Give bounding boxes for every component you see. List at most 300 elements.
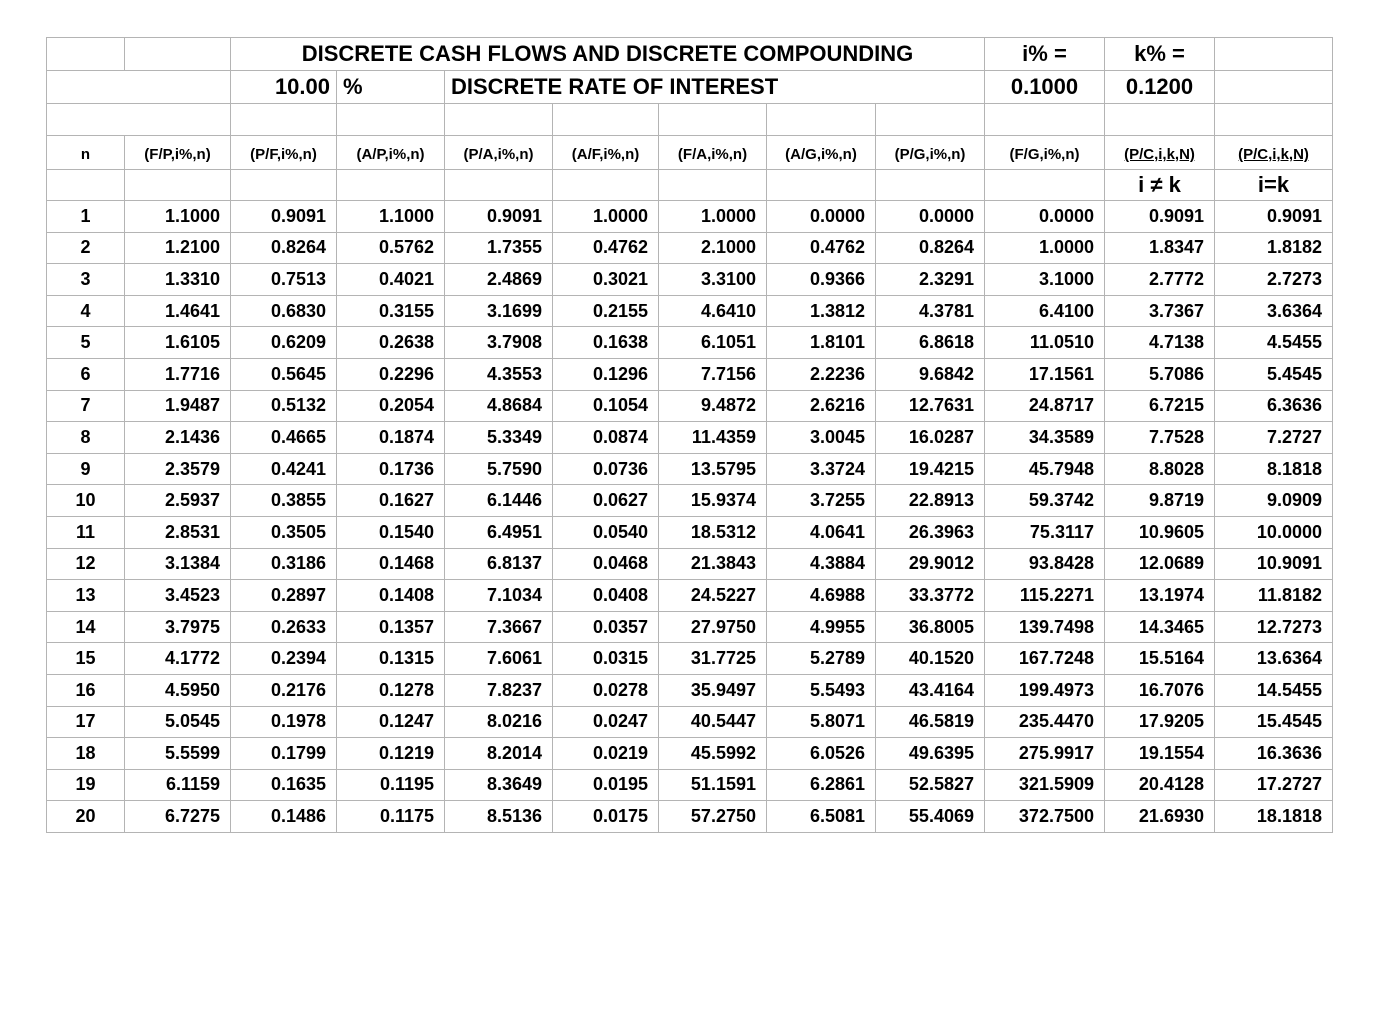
factor-cell[interactable]: 0.0175 xyxy=(553,801,659,833)
factor-cell[interactable]: 35.9497 xyxy=(659,674,767,706)
cell[interactable] xyxy=(1215,38,1333,71)
factor-cell[interactable]: 7.3667 xyxy=(445,611,553,643)
factor-cell[interactable]: 8.1818 xyxy=(1215,453,1333,485)
factor-cell[interactable]: 6.8618 xyxy=(876,327,985,359)
factor-cell[interactable]: 235.4470 xyxy=(985,706,1105,738)
factor-cell[interactable]: 0.7513 xyxy=(231,264,337,296)
factor-cell[interactable]: 27.9750 xyxy=(659,611,767,643)
factor-cell[interactable]: 3.1699 xyxy=(445,295,553,327)
factor-cell[interactable]: 115.2271 xyxy=(985,580,1105,612)
factor-cell[interactable]: 0.4762 xyxy=(553,232,659,264)
factor-cell[interactable]: 0.8264 xyxy=(876,232,985,264)
factor-cell[interactable]: 4.3553 xyxy=(445,358,553,390)
factor-cell[interactable]: 3.1000 xyxy=(985,264,1105,296)
cell[interactable] xyxy=(553,104,659,136)
factor-cell[interactable]: 10.9605 xyxy=(1105,516,1215,548)
cell[interactable] xyxy=(231,170,337,201)
period-cell[interactable]: 13 xyxy=(47,580,125,612)
period-cell[interactable]: 5 xyxy=(47,327,125,359)
factor-cell[interactable]: 3.4523 xyxy=(125,580,231,612)
factor-cell[interactable]: 5.8071 xyxy=(767,706,876,738)
factor-cell[interactable]: 29.9012 xyxy=(876,548,985,580)
factor-cell[interactable]: 1.7355 xyxy=(445,232,553,264)
factor-cell[interactable]: 2.7772 xyxy=(1105,264,1215,296)
factor-cell[interactable]: 20.4128 xyxy=(1105,769,1215,801)
factor-cell[interactable]: 3.1384 xyxy=(125,548,231,580)
factor-cell[interactable]: 0.0000 xyxy=(985,201,1105,233)
factor-cell[interactable]: 14.3465 xyxy=(1105,611,1215,643)
factor-cell[interactable]: 5.3349 xyxy=(445,422,553,454)
factor-cell[interactable]: 6.1051 xyxy=(659,327,767,359)
factor-cell[interactable]: 0.2176 xyxy=(231,674,337,706)
k-label[interactable]: k% = xyxy=(1105,38,1215,71)
table-row xyxy=(47,643,1333,675)
factor-cell[interactable]: 10.0000 xyxy=(1215,516,1333,548)
cell[interactable] xyxy=(47,104,231,136)
factor-cell[interactable]: 4.7138 xyxy=(1105,327,1215,359)
factor-cell[interactable]: 275.9917 xyxy=(985,738,1105,770)
factor-cell[interactable]: 9.4872 xyxy=(659,390,767,422)
factor-cell[interactable]: 4.5950 xyxy=(125,674,231,706)
cell[interactable] xyxy=(876,104,985,136)
factor-cell[interactable]: 1.0000 xyxy=(553,201,659,233)
factor-cell[interactable]: 24.8717 xyxy=(985,390,1105,422)
factor-cell[interactable]: 2.7273 xyxy=(1215,264,1333,296)
factor-cell[interactable]: 0.0540 xyxy=(553,516,659,548)
factor-cell[interactable]: 4.9955 xyxy=(767,611,876,643)
factor-cell[interactable]: 18.5312 xyxy=(659,516,767,548)
factor-cell[interactable]: 16.7076 xyxy=(1105,674,1215,706)
factor-cell[interactable]: 13.5795 xyxy=(659,453,767,485)
factor-cell[interactable]: 0.1638 xyxy=(553,327,659,359)
factor-cell[interactable]: 4.1772 xyxy=(125,643,231,675)
period-cell[interactable]: 20 xyxy=(47,801,125,833)
factor-cell[interactable]: 0.2155 xyxy=(553,295,659,327)
factor-cell[interactable]: 21.6930 xyxy=(1105,801,1215,833)
factor-cell[interactable]: 0.0468 xyxy=(553,548,659,580)
period-cell[interactable]: 11 xyxy=(47,516,125,548)
factor-cell[interactable]: 55.4069 xyxy=(876,801,985,833)
factor-cell[interactable]: 0.0315 xyxy=(553,643,659,675)
i-value[interactable]: 0.1000 xyxy=(985,71,1105,104)
factor-cell[interactable]: 51.1591 xyxy=(659,769,767,801)
factor-cell[interactable]: 0.1278 xyxy=(337,674,445,706)
factor-cell[interactable]: 6.1159 xyxy=(125,769,231,801)
factor-cell[interactable]: 5.2789 xyxy=(767,643,876,675)
factor-cell[interactable]: 0.2394 xyxy=(231,643,337,675)
factor-cell[interactable]: 1.8182 xyxy=(1215,232,1333,264)
table-row xyxy=(47,801,1333,833)
factor-cell[interactable]: 2.4869 xyxy=(445,264,553,296)
factor-cell[interactable]: 19.4215 xyxy=(876,453,985,485)
factor-cell[interactable]: 0.6209 xyxy=(231,327,337,359)
column-header[interactable]: (P/G,i%,n) xyxy=(876,136,985,170)
factor-cell[interactable]: 0.3855 xyxy=(231,485,337,517)
factor-cell[interactable]: 0.2897 xyxy=(231,580,337,612)
factor-cell[interactable]: 5.7590 xyxy=(445,453,553,485)
factor-cell[interactable]: 0.1978 xyxy=(231,706,337,738)
factor-cell[interactable]: 6.4100 xyxy=(985,295,1105,327)
pc-neq-subheader[interactable]: i ≠ k xyxy=(1105,170,1215,201)
factor-cell[interactable]: 0.5132 xyxy=(231,390,337,422)
factor-cell[interactable]: 16.0287 xyxy=(876,422,985,454)
factor-cell[interactable]: 0.1736 xyxy=(337,453,445,485)
data-body xyxy=(47,201,1333,833)
period-cell[interactable]: 9 xyxy=(47,453,125,485)
factor-cell[interactable]: 0.0219 xyxy=(553,738,659,770)
factor-cell[interactable]: 0.1627 xyxy=(337,485,445,517)
factor-cell[interactable]: 0.1247 xyxy=(337,706,445,738)
factor-cell[interactable]: 12.0689 xyxy=(1105,548,1215,580)
period-cell[interactable]: 14 xyxy=(47,611,125,643)
column-header[interactable]: (P/A,i%,n) xyxy=(445,136,553,170)
factor-cell[interactable]: 52.5827 xyxy=(876,769,985,801)
sheet-title[interactable]: DISCRETE CASH FLOWS AND DISCRETE COMPOUNDING xyxy=(231,38,985,71)
factor-cell[interactable]: 2.5937 xyxy=(125,485,231,517)
factor-cell[interactable]: 0.9091 xyxy=(1215,201,1333,233)
factor-cell[interactable]: 6.1446 xyxy=(445,485,553,517)
factor-cell[interactable]: 16.3636 xyxy=(1215,738,1333,770)
factor-cell[interactable]: 0.1054 xyxy=(553,390,659,422)
factor-cell[interactable]: 45.5992 xyxy=(659,738,767,770)
factor-cell[interactable]: 18.1818 xyxy=(1215,801,1333,833)
factor-cell[interactable]: 0.0000 xyxy=(876,201,985,233)
factor-cell[interactable]: 0.1486 xyxy=(231,801,337,833)
factor-cell[interactable]: 7.7156 xyxy=(659,358,767,390)
factor-cell[interactable]: 57.2750 xyxy=(659,801,767,833)
factor-cell[interactable]: 0.0357 xyxy=(553,611,659,643)
factor-cell[interactable]: 40.5447 xyxy=(659,706,767,738)
factor-cell[interactable]: 0.0278 xyxy=(553,674,659,706)
factor-cell[interactable]: 0.0195 xyxy=(553,769,659,801)
factor-cell[interactable]: 1.8347 xyxy=(1105,232,1215,264)
period-cell[interactable]: 7 xyxy=(47,390,125,422)
cell[interactable] xyxy=(659,170,767,201)
factor-cell[interactable]: 321.5909 xyxy=(985,769,1105,801)
table-row xyxy=(47,674,1333,706)
factor-cell[interactable]: 34.3589 xyxy=(985,422,1105,454)
factor-cell[interactable]: 10.9091 xyxy=(1215,548,1333,580)
factor-cell[interactable]: 0.1540 xyxy=(337,516,445,548)
period-cell[interactable]: 3 xyxy=(47,264,125,296)
factor-cell[interactable]: 9.8719 xyxy=(1105,485,1215,517)
factor-cell[interactable]: 1.0000 xyxy=(659,201,767,233)
factor-cell[interactable]: 0.0247 xyxy=(553,706,659,738)
factor-cell[interactable]: 15.4545 xyxy=(1215,706,1333,738)
factor-cell[interactable]: 0.3021 xyxy=(553,264,659,296)
factor-cell[interactable]: 49.6395 xyxy=(876,738,985,770)
column-header-n[interactable]: n xyxy=(47,136,125,170)
factor-cell[interactable]: 6.5081 xyxy=(767,801,876,833)
rate-label[interactable]: DISCRETE RATE OF INTEREST xyxy=(445,71,985,104)
table-row xyxy=(47,485,1333,517)
period-cell[interactable]: 2 xyxy=(47,232,125,264)
factor-cell[interactable]: 11.8182 xyxy=(1215,580,1333,612)
factor-cell[interactable]: 0.2633 xyxy=(231,611,337,643)
factor-cell[interactable]: 6.8137 xyxy=(445,548,553,580)
factor-cell[interactable]: 2.3579 xyxy=(125,453,231,485)
column-header[interactable]: (A/F,i%,n) xyxy=(553,136,659,170)
cell[interactable] xyxy=(445,104,553,136)
cell[interactable] xyxy=(1215,104,1333,136)
factor-cell[interactable]: 13.6364 xyxy=(1215,643,1333,675)
factor-cell[interactable]: 19.1554 xyxy=(1105,738,1215,770)
interest-factor-table xyxy=(46,37,1333,833)
factor-cell[interactable]: 0.1874 xyxy=(337,422,445,454)
factor-cell[interactable]: 3.6364 xyxy=(1215,295,1333,327)
cell[interactable] xyxy=(876,170,985,201)
factor-cell[interactable]: 1.7716 xyxy=(125,358,231,390)
cell[interactable] xyxy=(47,38,125,71)
factor-cell[interactable]: 5.7086 xyxy=(1105,358,1215,390)
cell[interactable] xyxy=(553,170,659,201)
factor-cell[interactable]: 0.1799 xyxy=(231,738,337,770)
factor-cell[interactable]: 372.7500 xyxy=(985,801,1105,833)
factor-cell[interactable]: 0.5762 xyxy=(337,232,445,264)
period-cell[interactable]: 16 xyxy=(47,674,125,706)
factor-cell[interactable]: 1.9487 xyxy=(125,390,231,422)
factor-cell[interactable]: 9.6842 xyxy=(876,358,985,390)
rate-value[interactable]: 10.00 xyxy=(231,71,337,104)
factor-cell[interactable]: 4.6410 xyxy=(659,295,767,327)
factor-cell[interactable]: 1.6105 xyxy=(125,327,231,359)
factor-cell[interactable]: 17.9205 xyxy=(1105,706,1215,738)
cell[interactable] xyxy=(125,170,231,201)
factor-cell[interactable]: 1.3812 xyxy=(767,295,876,327)
factor-cell[interactable]: 31.7725 xyxy=(659,643,767,675)
factor-cell[interactable]: 5.0545 xyxy=(125,706,231,738)
factor-cell[interactable]: 1.4641 xyxy=(125,295,231,327)
table-row xyxy=(47,390,1333,422)
cell[interactable] xyxy=(337,104,445,136)
factor-cell[interactable]: 8.0216 xyxy=(445,706,553,738)
factor-cell[interactable]: 0.9366 xyxy=(767,264,876,296)
factor-cell[interactable]: 0.3186 xyxy=(231,548,337,580)
factor-cell[interactable]: 11.4359 xyxy=(659,422,767,454)
factor-cell[interactable]: 199.4973 xyxy=(985,674,1105,706)
factor-cell[interactable]: 0.1635 xyxy=(231,769,337,801)
factor-cell[interactable]: 7.2727 xyxy=(1215,422,1333,454)
factor-cell[interactable]: 33.3772 xyxy=(876,580,985,612)
cell[interactable] xyxy=(445,170,553,201)
factor-cell[interactable]: 7.6061 xyxy=(445,643,553,675)
cell[interactable] xyxy=(1105,104,1215,136)
column-header[interactable]: (F/G,i%,n) xyxy=(985,136,1105,170)
factor-cell[interactable]: 14.5455 xyxy=(1215,674,1333,706)
cell[interactable] xyxy=(47,71,231,104)
factor-cell[interactable]: 4.0641 xyxy=(767,516,876,548)
factor-cell[interactable]: 15.9374 xyxy=(659,485,767,517)
cell[interactable] xyxy=(337,170,445,201)
factor-cell[interactable]: 1.0000 xyxy=(985,232,1105,264)
factor-cell[interactable]: 6.2861 xyxy=(767,769,876,801)
factor-cell[interactable]: 11.0510 xyxy=(985,327,1105,359)
factor-cell[interactable]: 7.7528 xyxy=(1105,422,1215,454)
cell[interactable] xyxy=(659,104,767,136)
factor-cell[interactable]: 0.0000 xyxy=(767,201,876,233)
factor-cell[interactable]: 4.6988 xyxy=(767,580,876,612)
factor-cell[interactable]: 7.1034 xyxy=(445,580,553,612)
factor-cell[interactable]: 0.1357 xyxy=(337,611,445,643)
factor-cell[interactable]: 0.2296 xyxy=(337,358,445,390)
column-header[interactable]: (A/G,i%,n) xyxy=(767,136,876,170)
factor-cell[interactable]: 93.8428 xyxy=(985,548,1105,580)
factor-cell[interactable]: 1.8101 xyxy=(767,327,876,359)
factor-cell[interactable]: 0.0627 xyxy=(553,485,659,517)
pc-eq-subheader[interactable]: i=k xyxy=(1215,170,1333,201)
factor-cell[interactable]: 3.7255 xyxy=(767,485,876,517)
factor-cell[interactable]: 0.9091 xyxy=(445,201,553,233)
table-row xyxy=(47,769,1333,801)
period-cell[interactable]: 4 xyxy=(47,295,125,327)
column-header-row xyxy=(47,136,1333,170)
period-cell[interactable]: 15 xyxy=(47,643,125,675)
factor-cell[interactable]: 139.7498 xyxy=(985,611,1105,643)
factor-cell[interactable]: 167.7248 xyxy=(985,643,1105,675)
factor-cell[interactable]: 0.9091 xyxy=(1105,201,1215,233)
factor-cell[interactable]: 4.5455 xyxy=(1215,327,1333,359)
factor-cell[interactable]: 2.2236 xyxy=(767,358,876,390)
column-header[interactable]: (F/P,i%,n) xyxy=(125,136,231,170)
i-label[interactable]: i% = xyxy=(985,38,1105,71)
period-cell[interactable]: 18 xyxy=(47,738,125,770)
factor-cell[interactable]: 3.7908 xyxy=(445,327,553,359)
cell[interactable] xyxy=(125,38,231,71)
factor-cell[interactable]: 21.3843 xyxy=(659,548,767,580)
factor-cell[interactable]: 24.5227 xyxy=(659,580,767,612)
factor-cell[interactable]: 5.5599 xyxy=(125,738,231,770)
factor-cell[interactable]: 0.3155 xyxy=(337,295,445,327)
factor-cell[interactable]: 0.2638 xyxy=(337,327,445,359)
factor-cell[interactable]: 0.9091 xyxy=(231,201,337,233)
factor-cell[interactable]: 0.0874 xyxy=(553,422,659,454)
factor-cell[interactable]: 13.1974 xyxy=(1105,580,1215,612)
factor-cell[interactable]: 1.1000 xyxy=(125,201,231,233)
factor-cell[interactable]: 0.1175 xyxy=(337,801,445,833)
column-header[interactable]: (P/F,i%,n) xyxy=(231,136,337,170)
factor-cell[interactable]: 40.1520 xyxy=(876,643,985,675)
factor-cell[interactable]: 22.8913 xyxy=(876,485,985,517)
factor-cell[interactable]: 8.2014 xyxy=(445,738,553,770)
factor-cell[interactable]: 6.0526 xyxy=(767,738,876,770)
factor-cell[interactable]: 0.3505 xyxy=(231,516,337,548)
factor-cell[interactable]: 4.8684 xyxy=(445,390,553,422)
column-header[interactable]: (P/C,i,k,N) xyxy=(1215,136,1333,170)
factor-cell[interactable]: 6.4951 xyxy=(445,516,553,548)
factor-cell[interactable]: 0.6830 xyxy=(231,295,337,327)
factor-cell[interactable]: 2.1436 xyxy=(125,422,231,454)
factor-cell[interactable]: 0.2054 xyxy=(337,390,445,422)
period-cell[interactable]: 19 xyxy=(47,769,125,801)
factor-cell[interactable]: 3.7975 xyxy=(125,611,231,643)
table-row xyxy=(47,358,1333,390)
factor-cell[interactable]: 43.4164 xyxy=(876,674,985,706)
factor-cell[interactable]: 36.8005 xyxy=(876,611,985,643)
factor-cell[interactable]: 8.3649 xyxy=(445,769,553,801)
factor-cell[interactable]: 3.3724 xyxy=(767,453,876,485)
factor-cell[interactable]: 17.1561 xyxy=(985,358,1105,390)
k-value[interactable]: 0.1200 xyxy=(1105,71,1215,104)
period-cell[interactable]: 10 xyxy=(47,485,125,517)
factor-cell[interactable]: 46.5819 xyxy=(876,706,985,738)
factor-cell[interactable]: 0.1468 xyxy=(337,548,445,580)
factor-cell[interactable]: 2.3291 xyxy=(876,264,985,296)
factor-cell[interactable]: 26.3963 xyxy=(876,516,985,548)
factor-cell[interactable]: 0.4021 xyxy=(337,264,445,296)
period-cell[interactable]: 17 xyxy=(47,706,125,738)
cell[interactable] xyxy=(767,104,876,136)
factor-cell[interactable]: 1.3310 xyxy=(125,264,231,296)
factor-cell[interactable]: 2.1000 xyxy=(659,232,767,264)
factor-cell[interactable]: 0.8264 xyxy=(231,232,337,264)
factor-cell[interactable]: 1.2100 xyxy=(125,232,231,264)
period-cell[interactable]: 1 xyxy=(47,201,125,233)
factor-cell[interactable]: 59.3742 xyxy=(985,485,1105,517)
cell[interactable] xyxy=(767,170,876,201)
factor-cell[interactable]: 12.7273 xyxy=(1215,611,1333,643)
cell[interactable] xyxy=(985,170,1105,201)
factor-cell[interactable]: 0.4241 xyxy=(231,453,337,485)
column-header[interactable]: (P/C,i,k,N) xyxy=(1105,136,1215,170)
factor-cell[interactable]: 4.3884 xyxy=(767,548,876,580)
factor-cell[interactable]: 6.3636 xyxy=(1215,390,1333,422)
factor-cell[interactable]: 5.4545 xyxy=(1215,358,1333,390)
factor-cell[interactable]: 0.5645 xyxy=(231,358,337,390)
factor-cell[interactable]: 8.5136 xyxy=(445,801,553,833)
factor-cell[interactable]: 6.7215 xyxy=(1105,390,1215,422)
factor-cell[interactable]: 0.1219 xyxy=(337,738,445,770)
factor-cell[interactable]: 2.8531 xyxy=(125,516,231,548)
factor-cell[interactable]: 7.8237 xyxy=(445,674,553,706)
cell[interactable] xyxy=(231,104,337,136)
factor-cell[interactable]: 1.1000 xyxy=(337,201,445,233)
period-cell[interactable]: 6 xyxy=(47,358,125,390)
factor-cell[interactable]: 2.6216 xyxy=(767,390,876,422)
factor-cell[interactable]: 3.7367 xyxy=(1105,295,1215,327)
title-row xyxy=(47,38,1333,71)
column-header[interactable]: (A/P,i%,n) xyxy=(337,136,445,170)
factor-cell[interactable]: 0.1195 xyxy=(337,769,445,801)
factor-cell[interactable]: 0.1296 xyxy=(553,358,659,390)
factor-cell[interactable]: 4.3781 xyxy=(876,295,985,327)
factor-cell[interactable]: 8.8028 xyxy=(1105,453,1215,485)
factor-cell[interactable]: 3.3100 xyxy=(659,264,767,296)
factor-cell[interactable]: 17.2727 xyxy=(1215,769,1333,801)
cell[interactable] xyxy=(985,104,1105,136)
table-row xyxy=(47,453,1333,485)
period-cell[interactable]: 8 xyxy=(47,422,125,454)
factor-cell[interactable]: 5.5493 xyxy=(767,674,876,706)
factor-cell[interactable]: 9.0909 xyxy=(1215,485,1333,517)
factor-cell[interactable]: 3.0045 xyxy=(767,422,876,454)
cell[interactable] xyxy=(47,170,125,201)
cell[interactable] xyxy=(1215,71,1333,104)
column-header[interactable]: (F/A,i%,n) xyxy=(659,136,767,170)
factor-cell[interactable]: 75.3117 xyxy=(985,516,1105,548)
factor-cell[interactable]: 0.4665 xyxy=(231,422,337,454)
factor-cell[interactable]: 0.0408 xyxy=(553,580,659,612)
factor-cell[interactable]: 12.7631 xyxy=(876,390,985,422)
factor-cell[interactable]: 0.1315 xyxy=(337,643,445,675)
percent-sign[interactable]: % xyxy=(337,71,445,104)
factor-cell[interactable]: 0.1408 xyxy=(337,580,445,612)
factor-cell[interactable]: 0.0736 xyxy=(553,453,659,485)
period-cell[interactable]: 12 xyxy=(47,548,125,580)
factor-cell[interactable]: 0.4762 xyxy=(767,232,876,264)
factor-cell[interactable]: 6.7275 xyxy=(125,801,231,833)
factor-cell[interactable]: 45.7948 xyxy=(985,453,1105,485)
factor-cell[interactable]: 15.5164 xyxy=(1105,643,1215,675)
